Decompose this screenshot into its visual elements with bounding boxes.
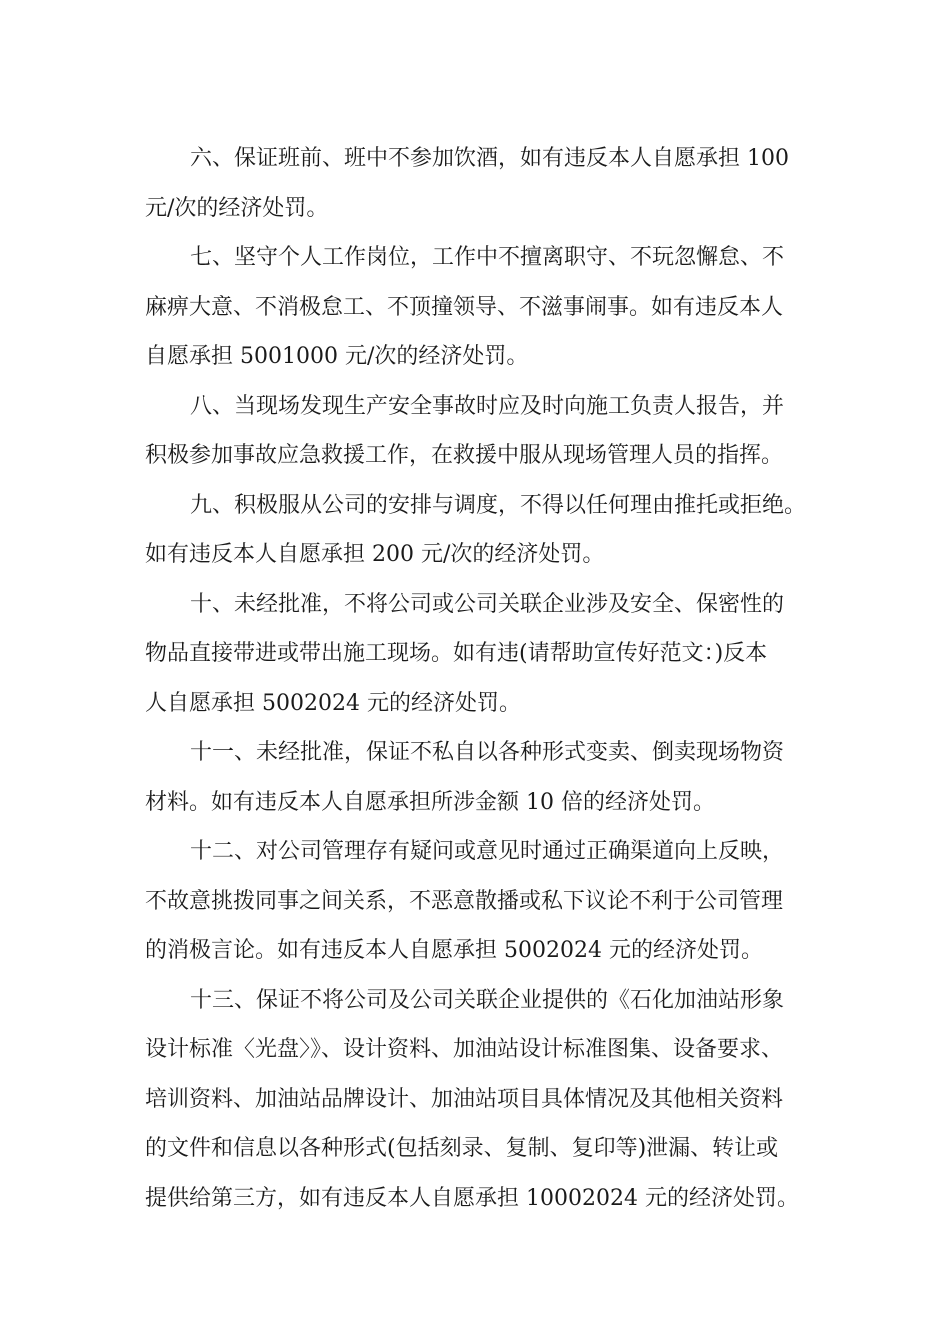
clause-7: [145, 233, 810, 382]
text-line: 提供给第三方，如有违反本人自愿承担 10002024 元的经济处罚。: [145, 1185, 799, 1211]
text-line: 不故意挑拨同事之间关系，不恶意散播或私下议论不利于公司管理: [145, 888, 784, 914]
text-line: 培训资料、加油站品牌设计、加油站项目具体情况及其他相关资料: [145, 1086, 784, 1112]
text-line: 积极参加事故应急救援工作，在救援中服从现场管理人员的指挥。: [145, 443, 784, 468]
text-line: 十三、保证不将公司及公司关联企业提供的《石化加油站形象: [190, 987, 785, 1013]
text-line: 八、当现场发现生产安全事故时应及时向施工负责人报告，并: [190, 393, 785, 419]
clause-9: [145, 481, 810, 580]
text-line: 十二、对公司管理存有疑问或意见时通过正确渠道向上反映，: [190, 839, 785, 864]
text-line: 的消极言论。如有违反本人自愿承担 5002024 元的经济处罚。: [145, 938, 763, 963]
text-line: 设计标准〈光盘〉》、设计资料、加油站设计标准图集、设备要求、: [145, 1037, 784, 1062]
document-body: [145, 134, 810, 1223]
text-line: 人自愿承担 5002024 元的经济处罚。: [145, 690, 521, 716]
text-line: 六、保证班前、班中不参加饮酒，如有违反本人自愿承担 100: [190, 146, 789, 171]
clause-10: [145, 580, 810, 729]
text-line: 十一、未经批准，保证不私自以各种形式变卖、倒卖现场物资: [190, 740, 785, 765]
text-line: 如有违反本人自愿承担 200 元/次的经济处罚。: [145, 542, 605, 567]
text-line: 材料。如有违反本人自愿承担所涉金额 10 倍的经济处罚。: [145, 789, 715, 815]
text-line: 元/次的经济处罚。: [145, 195, 329, 221]
text-line: 七、坚守个人工作岗位，工作中不擅离职守、不玩忽懈怠、不: [190, 245, 785, 270]
clause-6: [145, 134, 810, 233]
clause-12: [145, 827, 810, 976]
text-line: 麻痹大意、不消极怠工、不顶撞领导、不滋事闹事。如有违反本人: [145, 294, 784, 320]
clause-8: [145, 382, 810, 481]
clause-11: [145, 728, 810, 827]
text-line: 物品直接带进或带出施工现场。如有违(请帮助宣传好范文：)反本: [145, 641, 768, 666]
text-line: 十、未经批准，不将公司或公司关联企业涉及安全、保密性的: [190, 591, 785, 617]
text-line: 的文件和信息以各种形式(包括刻录、复制、复印等)泄漏、转让或: [145, 1136, 779, 1161]
text-line: 自愿承担 5001000 元/次的经济处罚。: [145, 344, 529, 369]
clause-13: [145, 976, 810, 1224]
text-line: 九、积极服从公司的安排与调度，不得以任何理由推托或拒绝。: [190, 492, 807, 518]
